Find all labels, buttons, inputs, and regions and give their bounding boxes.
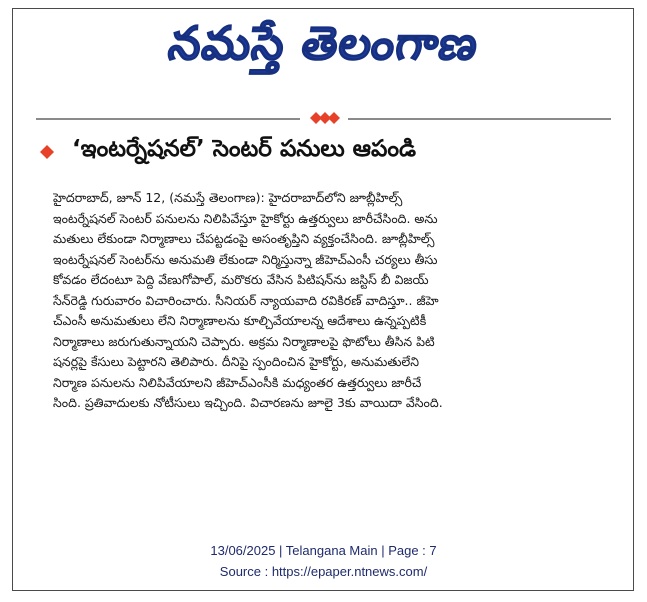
article-line: మతులు లేకుండా నిర్మాణాలు చేపట్టడంపై అసంతృప్తిని వ్యక్తంచేసింది. జూబ్లీహిల్స్ bbox=[53, 231, 435, 246]
footer-source: Source : https://epaper.ntnews.com/ bbox=[219, 564, 428, 579]
article-line: షనర్లపై కేసులు పెట్టారని తెలిపారు. దీనిపై స్పందించిన హైకోర్టు, అనుమతులేని bbox=[53, 354, 420, 369]
headline-row bbox=[36, 130, 611, 174]
divider-ornament-icon bbox=[300, 110, 348, 126]
article-line: కోవడం లేదంటూ పెద్ది వేణుగోపాల్, మరొకరు వేసిన పిటిషన్‌ను జస్టిస్ బీ విజయ్ bbox=[53, 272, 429, 287]
article-line: సేన్‌రెడ్డి గురువారం విచారించారు. సీనియర్ న్యాయవాది రవికిరణ్ వాదిస్తూ.. జీహె bbox=[53, 292, 439, 308]
article-headline: ‘ఇంటర్నేషనల్’ సెంటర్ పనులు ఆపండి bbox=[72, 136, 417, 162]
article-line: చ్‌ఎంసీ అనుమతులు లేని నిర్మాణాలను కూల్చివేయాలన్న ఆదేశాలు ఉన్నప్పటికీ bbox=[53, 313, 427, 328]
masthead-logo: నమస్తే తెలంగాణ bbox=[165, 16, 482, 70]
article-line: హైదరాబాద్, జూన్ 12, (నమస్తే తెలంగాణ): హైదరాబాద్‌లోని జూబ్లీహిల్స్ bbox=[53, 190, 403, 205]
masthead bbox=[0, 12, 647, 74]
article-line: ఇంటర్నేషనల్ సెంటర్‌ను అనుమతి లేకుండా నిర్మిస్తున్నా జీహెచ్‌ఎంసీ చర్యలు తీసు bbox=[53, 251, 438, 267]
article-line: నిర్మాణ పనులను నిలిపివేయాలని జీహెచ్‌ఎంసీకి మధ్యంతర ఉత్తర్వులు జారీచే bbox=[53, 374, 422, 390]
footer bbox=[0, 540, 647, 582]
article-line: నిర్మాణాలు జరుగుతున్నాయని చెప్పారు. అక్రమ నిర్మాణాలపై ఫొటోలు తీసిన పిటి bbox=[53, 333, 435, 349]
footer-edition-info: 13/06/2025 | Telangana Main | Page : 7 bbox=[210, 543, 437, 558]
diamond-bullet-icon bbox=[40, 145, 54, 159]
article-line: ఇంటర్నేషనల్ సెంటర్ పనులను నిలిపివేస్తూ హైకోర్టు ఉత్తర్వులు జారీచేసింది. అను bbox=[53, 210, 438, 226]
article-line: సింది. ప్రతివాదులకు నోటీసులు ఇచ్చింది. విచారణను జూలై 3కు వాయిదా వేసింది. bbox=[53, 395, 443, 410]
article-body bbox=[53, 188, 603, 414]
